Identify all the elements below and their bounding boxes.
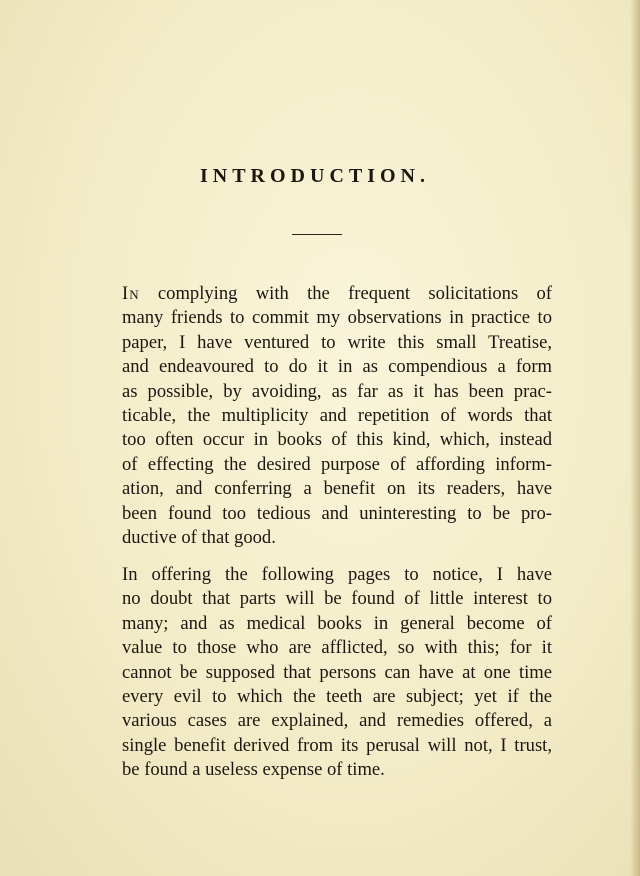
text-line: various cases are explained, and remedies offered, a bbox=[122, 710, 552, 732]
page-edge-shadow bbox=[630, 0, 640, 876]
text-line: single benefit derived from its perusal will not, I trust, bbox=[122, 734, 552, 756]
text-line: many friends to commit my observations in practice to bbox=[122, 307, 552, 329]
text-line: value to those who are afflicted, so with this; for it bbox=[122, 637, 552, 659]
text-line-rest: complying with the frequent solicitations of bbox=[139, 283, 552, 304]
text-line: be found a useless expense of time. bbox=[122, 759, 385, 781]
paragraph-2 bbox=[122, 563, 552, 783]
text-line: many; and as medical books in general become of bbox=[122, 612, 552, 634]
text-line: paper, I have ventured to write this small Treatise, bbox=[122, 331, 552, 353]
text-line: too often occur in books of this kind, which, instead bbox=[122, 429, 552, 451]
text-line: ation, and conferring a benefit on its readers, have bbox=[122, 478, 552, 500]
text-line: In offering the following pages to notice, I have bbox=[122, 564, 552, 585]
text-line: as possible, by avoiding, as far as it has been prac- bbox=[122, 380, 552, 402]
text-line: no doubt that parts will be found of little interest to bbox=[122, 588, 552, 610]
paragraph-1 bbox=[122, 282, 552, 550]
text-line: ticable, the multiplicity and repetition of words that bbox=[122, 405, 552, 427]
text-line: cannot be supposed that persons can have at one time bbox=[122, 661, 552, 683]
text-line: been found too tedious and uninteresting to be pro- bbox=[122, 502, 552, 524]
text-line bbox=[122, 282, 552, 306]
title-divider bbox=[292, 234, 342, 235]
text-line: of effecting the desired purpose of affording inform- bbox=[122, 453, 552, 475]
text-line: every evil to which the teeth are subject; yet if the bbox=[122, 686, 552, 708]
page-title: INTRODUCTION. bbox=[199, 165, 431, 187]
text-line: ductive of that good. bbox=[122, 527, 276, 549]
lead-word: In bbox=[122, 283, 140, 304]
text-line: and endeavoured to do it in as compendious a form bbox=[122, 356, 552, 378]
